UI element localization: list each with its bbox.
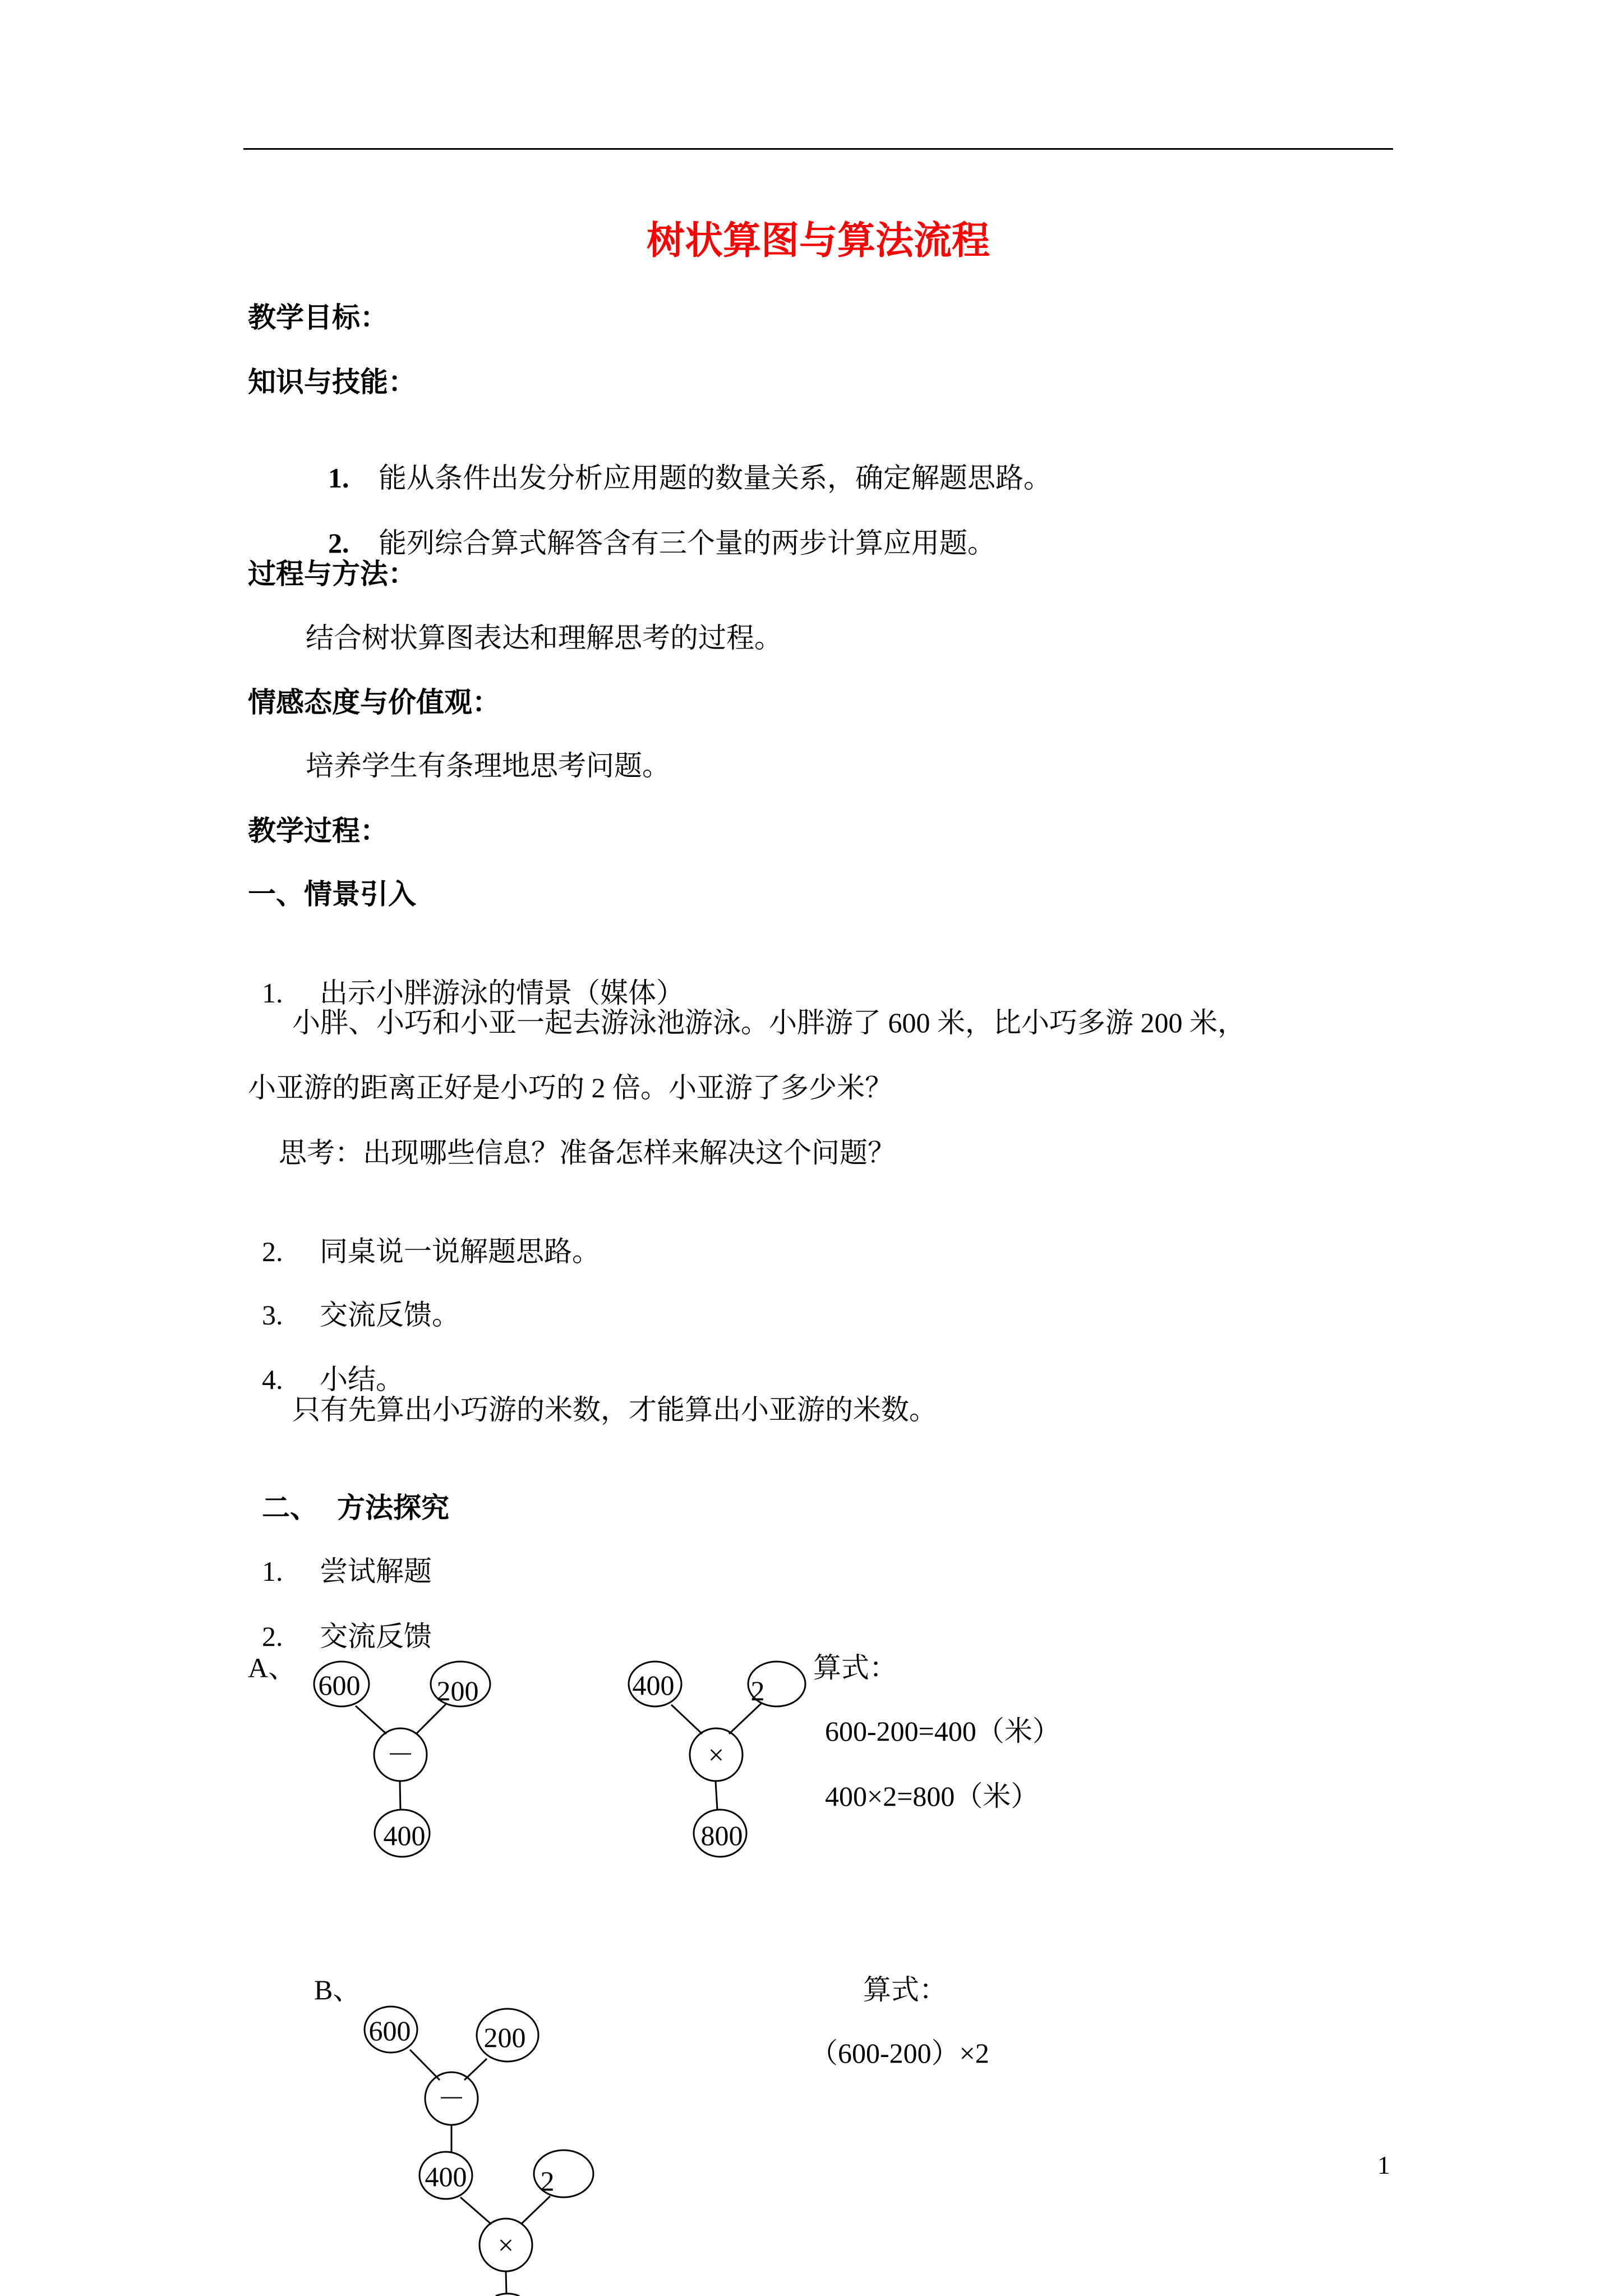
summary-text: 只有先算出小巧游的米数，才能算出小亚游的米数。 bbox=[292, 1394, 937, 1425]
document-title: 树状算图与算法流程 bbox=[646, 219, 990, 262]
number-node bbox=[477, 2009, 538, 2062]
number-node bbox=[365, 2007, 417, 2053]
node-label: 2 bbox=[540, 2165, 555, 2197]
problem-line: 小胖、小巧和小亚一起去游泳池游泳。小胖游了 600 米，比小巧多游 200 米， bbox=[292, 1007, 1246, 1038]
number-node bbox=[431, 1662, 490, 1706]
node-label: 600 bbox=[368, 2015, 411, 2046]
connector-line bbox=[356, 1706, 386, 1734]
teaching-heading: 教学过程： bbox=[248, 815, 388, 846]
node-label: 400 bbox=[632, 1669, 675, 1701]
attitude-heading: 情感态度与价值观： bbox=[248, 687, 500, 718]
operator-node bbox=[425, 2072, 478, 2125]
connector-line bbox=[416, 1703, 447, 1734]
multiply-operator: × bbox=[497, 2229, 514, 2261]
part1-step bbox=[248, 1264, 460, 1332]
step-number: 4. bbox=[262, 1364, 283, 1395]
step-text: 尝试解题 bbox=[320, 1556, 432, 1587]
number-node bbox=[748, 1662, 805, 1706]
minus-operator: － bbox=[437, 2083, 465, 2114]
knowledge-heading: 知识与技能： bbox=[248, 366, 416, 398]
part2-step bbox=[248, 1521, 432, 1588]
connector-line bbox=[460, 2197, 491, 2224]
knowledge-item-text: 能从条件出发分析应用题的数量关系，确定解题思路。 bbox=[379, 462, 1052, 494]
part2-heading bbox=[248, 1457, 449, 1525]
node-label: 200 bbox=[483, 2022, 526, 2053]
method-b-tree bbox=[365, 2007, 593, 2296]
result-node bbox=[496, 2294, 519, 2296]
think-prompt: 思考：出现哪些信息？准备怎样来解决这个问题？ bbox=[279, 1137, 896, 1168]
result-node bbox=[375, 1810, 430, 1857]
step-text: 出示小胖游泳的情景（媒体） bbox=[320, 977, 684, 1009]
operator-node bbox=[690, 1728, 743, 1781]
part1-step bbox=[248, 942, 684, 1010]
step-number: 3. bbox=[262, 1299, 283, 1331]
number-node bbox=[534, 2150, 593, 2197]
node-label: 400 bbox=[383, 1820, 426, 1851]
method-a-formula: 600-200=400（米） bbox=[825, 1715, 1061, 1747]
part2-heading-text: 方法探究 bbox=[337, 1492, 449, 1524]
method-a-tree-1 bbox=[314, 1662, 490, 1857]
connector-line bbox=[729, 1703, 762, 1734]
problem-line: 小亚游的距离正好是小巧的 2 倍。小亚游了多少米？ bbox=[248, 1072, 893, 1103]
part1-step bbox=[248, 1329, 404, 1396]
step-text: 交流反馈。 bbox=[320, 1299, 460, 1331]
method-b-formula-heading: 算式： bbox=[863, 1974, 947, 2005]
page-number: 1 bbox=[1377, 2151, 1390, 2179]
part2-step bbox=[248, 1586, 432, 1653]
knowledge-item-text: 能列综合算式解答含有三个量的两步计算应用题。 bbox=[379, 527, 995, 559]
step-text: 交流反馈 bbox=[320, 1621, 432, 1652]
knowledge-item bbox=[314, 427, 1052, 495]
number-node bbox=[419, 2152, 472, 2199]
header-rule bbox=[243, 148, 1393, 150]
multiply-operator: × bbox=[708, 1739, 725, 1770]
node-label: 800 bbox=[700, 1820, 743, 1851]
part1-heading: 一、情景引入 bbox=[248, 878, 416, 910]
minus-operator: － bbox=[386, 1739, 414, 1770]
number-node bbox=[314, 1662, 369, 1706]
connector-line bbox=[464, 2059, 487, 2080]
node-label: 200 bbox=[436, 1675, 479, 1706]
connector-line bbox=[671, 1705, 702, 1734]
method-a-formula-heading: 算式： bbox=[813, 1652, 897, 1683]
part2-heading-number: 二、 bbox=[262, 1492, 318, 1524]
node-label: 400 bbox=[425, 2161, 467, 2192]
attitude-text: 培养学生有条理地思考问题。 bbox=[306, 750, 670, 781]
connector-line bbox=[716, 1782, 717, 1810]
operator-node bbox=[479, 2219, 532, 2271]
knowledge-item-number: 2. bbox=[328, 527, 349, 559]
step-number: 2. bbox=[262, 1621, 283, 1652]
method-b-formula: （600-200）×2 bbox=[810, 2037, 989, 2069]
connector-line bbox=[410, 2050, 440, 2080]
process-text: 结合树状算图表达和理解思考的过程。 bbox=[306, 622, 782, 654]
part1-step bbox=[248, 1201, 600, 1268]
result-node bbox=[694, 1810, 746, 1857]
method-b-label: B、 bbox=[314, 1974, 361, 2005]
node-label: 2 bbox=[750, 1675, 765, 1706]
knowledge-item-number: 1. bbox=[328, 462, 349, 494]
method-a-formula: 400×2=800（米） bbox=[825, 1780, 1039, 1812]
operator-node bbox=[374, 1728, 427, 1781]
number-node bbox=[629, 1662, 681, 1706]
step-number: 1. bbox=[262, 977, 283, 1009]
method-a-label: A、 bbox=[248, 1652, 297, 1683]
knowledge-item bbox=[314, 493, 995, 560]
connector-line bbox=[521, 2196, 550, 2224]
method-a-tree-2 bbox=[629, 1662, 805, 1857]
node-label: 600 bbox=[318, 1669, 361, 1701]
step-number: 1. bbox=[262, 1556, 283, 1587]
step-number: 2. bbox=[262, 1236, 283, 1267]
process-heading: 过程与方法： bbox=[248, 558, 416, 590]
objectives-heading: 教学目标： bbox=[248, 302, 388, 333]
step-text: 同桌说一说解题思路。 bbox=[320, 1236, 600, 1267]
step-text: 小结。 bbox=[320, 1364, 404, 1395]
